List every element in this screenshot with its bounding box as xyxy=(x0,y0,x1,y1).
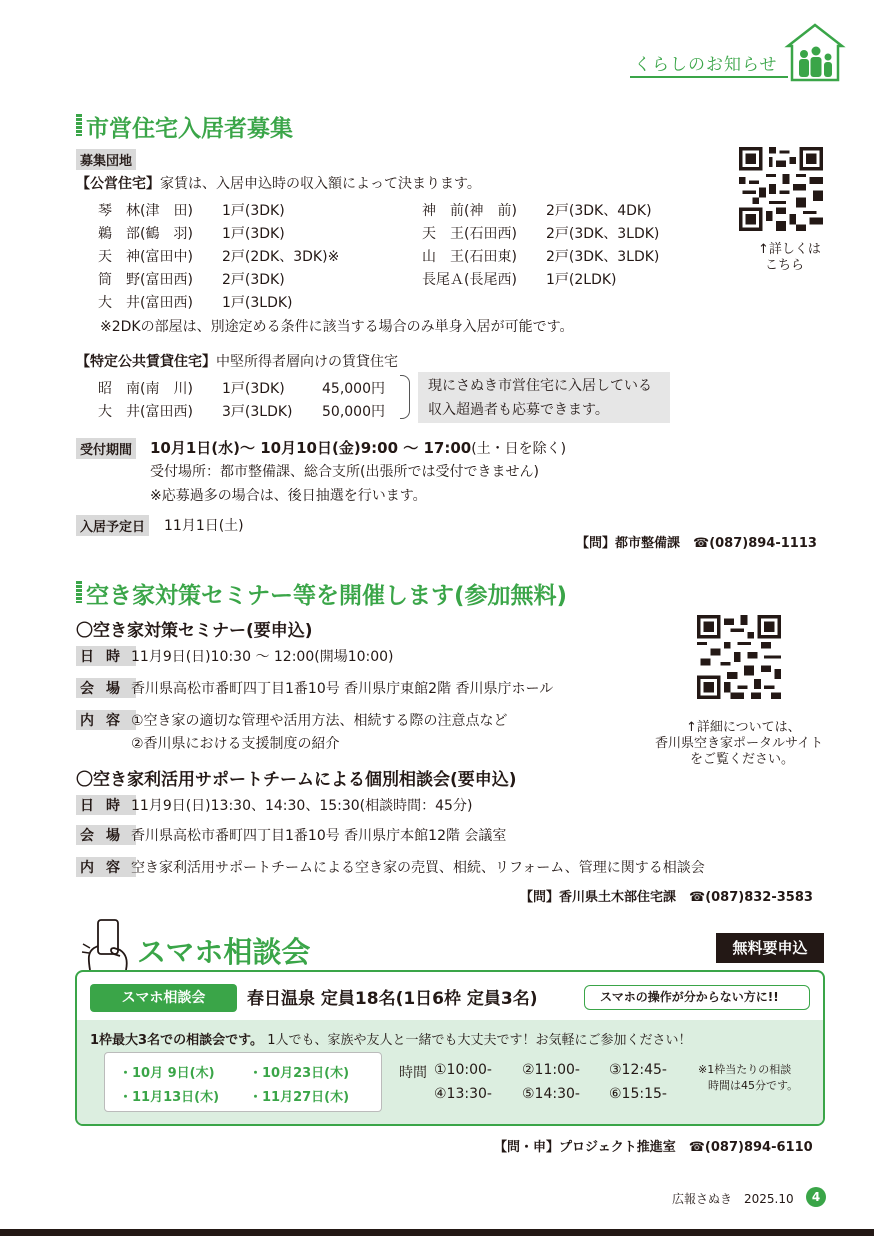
vacant-section-title: 空き家対策セミナー等を開催します(参加無料) xyxy=(86,583,568,609)
unit-area: (津 田) xyxy=(140,203,193,219)
unit-units: 2戸(3DK、3LDK) xyxy=(546,226,660,242)
consult-date: 11月9日(日)13:30、14:30、15:30(相談時間：45分) xyxy=(131,798,473,814)
seminar-date: 11月9日(日)10:30 ～ 12:00(開場10:00) xyxy=(131,649,394,665)
unit-name: 天 神 xyxy=(98,249,140,265)
special-housing-line xyxy=(76,351,398,371)
unit-area: (石田東) xyxy=(464,249,517,265)
time-slot: ④13:30- xyxy=(434,1086,492,1102)
unit-name: 筒 野 xyxy=(98,272,140,288)
intro-bold: 1枠最大3名での相談会です。 xyxy=(90,1033,264,1048)
date-item: ・10月23日(木) xyxy=(249,1066,350,1081)
date-item: ・10月 9日(木) xyxy=(119,1066,215,1081)
special-note-line-2: 収入超過者も応募できます。 xyxy=(428,402,609,418)
unit-area: (鶴 羽) xyxy=(140,226,193,242)
unit-area: (長尾西) xyxy=(464,272,517,288)
unit-rent: 45,000円 xyxy=(322,381,385,397)
smartphone-callout: スマホの操作が分からない方に!! xyxy=(584,985,810,1010)
consult-date-label: 日時 xyxy=(76,795,136,815)
slot-note xyxy=(698,1062,798,1094)
section-title-marker xyxy=(76,114,82,136)
time-label: 時間 xyxy=(399,1065,427,1081)
unit-units: 1戸(3LDK) xyxy=(222,295,293,311)
time-slot: ⑤14:30- xyxy=(522,1086,580,1102)
unit-area: (富田西) xyxy=(140,404,193,420)
section-title-marker xyxy=(76,581,82,603)
unit-area: (富田西) xyxy=(140,295,193,311)
consult-place: 香川県高松市番町四丁目1番10号 香川県庁本館12階 会議室 xyxy=(131,828,507,844)
slot-note-2: 時間は45分です。 xyxy=(708,1079,799,1092)
seminar-content-label: 内容 xyxy=(76,710,136,730)
seminar-title: 〇空き家対策セミナー(要申込) xyxy=(76,621,313,641)
unit-name: 大 井 xyxy=(98,295,140,311)
unit-name: 長尾Ａ xyxy=(422,272,464,288)
time-slot: ②11:00- xyxy=(522,1062,580,1078)
unit-units: 3戸(3LDK) xyxy=(222,404,293,420)
brace-icon xyxy=(400,375,410,419)
qr2-caption-3: をご覧ください。 xyxy=(690,752,795,767)
slot-note-1: ※1枠当たりの相談 xyxy=(698,1063,792,1076)
qr-caption-2: こちら xyxy=(765,258,805,273)
consult-content: 空き家利活用サポートチームによる空き家の売買、相続、リフォーム、管理に関する相談会 xyxy=(131,860,705,876)
qr2-caption-1: ↑詳細については、 xyxy=(686,720,801,735)
vacant-contact: 【問】香川県土木部住宅課 ☎(087)832-3583 xyxy=(520,890,813,905)
footer-bar xyxy=(0,1229,874,1236)
unit-units: 1戸(2LDK) xyxy=(546,272,617,288)
period-line xyxy=(150,437,566,458)
movein-date: 11月1日(土) xyxy=(164,518,244,534)
public-housing-desc: 家賃は、入居申込時の収入額によって決まります。 xyxy=(160,176,481,192)
unit-rent: 50,000円 xyxy=(322,404,385,420)
smartphone-contact: 【問・申】プロジェクト推進室 ☎(087)894-6110 xyxy=(494,1140,813,1155)
unit-units: 2戸(3DK、4DK) xyxy=(546,203,652,219)
page-number: 4 xyxy=(806,1187,826,1207)
unit-units: 1戸(3DK) xyxy=(222,226,285,242)
seminar-place: 香川県高松市番町四丁目1番10号 香川県庁東館2階 香川県庁ホール xyxy=(131,681,554,697)
time-slot: ③12:45- xyxy=(609,1062,667,1078)
unit-area: (南 川) xyxy=(140,381,193,397)
estates-tag: 募集団地 xyxy=(76,149,136,170)
free-badge: 無料要申込 xyxy=(716,933,824,963)
time-slot: ①10:00- xyxy=(434,1062,492,1078)
period-sub: (土・日を除く) xyxy=(471,441,567,457)
special-note-line-1: 現にさぬき市営住宅に入居している xyxy=(428,378,652,394)
unit-units: 2戸(2DK、3DK)※ xyxy=(222,249,340,265)
qr-code-icon xyxy=(739,147,823,231)
qr-code-icon xyxy=(697,615,781,699)
reception-place: 受付場所：都市整備課、総合支所(出張所では受付できません) xyxy=(150,464,539,480)
consult-title: 〇空き家利活用サポートチームによる個別相談会(要申込) xyxy=(76,770,517,790)
intro-rest: 1人でも、家族や友人と一緒でも大丈夫です！お気軽にご参加ください！ xyxy=(267,1033,692,1048)
unit-name: 鵜 部 xyxy=(98,226,140,242)
publication-name: 広報さぬき 2025.10 xyxy=(672,1192,794,1206)
consult-place-label: 会場 xyxy=(76,825,136,845)
housing-contact: 【問】都市整備課 ☎(087)894-1113 xyxy=(576,536,817,551)
public-housing-label: 【公営住宅】 xyxy=(76,176,160,192)
period-tag: 受付期間 xyxy=(76,438,136,459)
unit-name: 天 王 xyxy=(422,226,464,242)
unit-units: 2戸(3DK) xyxy=(222,272,285,288)
unit-name: 神 前 xyxy=(422,203,464,219)
time-slot: ⑥15:15- xyxy=(609,1086,667,1102)
seminar-content-2: ②香川県における支援制度の紹介 xyxy=(131,736,340,752)
period-text: 10月1日(水)～ 10月10日(金)9:00 ～ 17:00 xyxy=(150,439,472,457)
movein-tag: 入居予定日 xyxy=(76,515,149,536)
seminar-date-label: 日時 xyxy=(76,646,136,666)
date-item: ・11月27日(木) xyxy=(249,1090,350,1105)
seminar-content-1: ①空き家の適切な管理や活用方法、相続する際の注意点など xyxy=(131,713,508,729)
smartphone-intro xyxy=(90,1029,691,1048)
unit-area: (富田西) xyxy=(140,272,193,288)
dates-box xyxy=(104,1052,382,1112)
smartphone-hand-icon xyxy=(80,918,136,972)
seminar-place-label: 会場 xyxy=(76,678,136,698)
unit-area: (神 前) xyxy=(464,203,517,219)
qr-caption-1: ↑詳しくは xyxy=(758,242,821,257)
smartphone-label: スマホ相談会 xyxy=(90,984,237,1012)
lottery-note: ※応募過多の場合は、後日抽選を行います。 xyxy=(150,488,427,504)
date-item: ・11月13日(木) xyxy=(119,1090,220,1105)
unit-name: 琴 林 xyxy=(98,203,140,219)
unit-units: 2戸(3DK、3LDK) xyxy=(546,249,660,265)
smartphone-title: スマホ相談会 xyxy=(137,935,311,969)
consult-content-label: 内容 xyxy=(76,857,136,877)
2dk-note: ※2DKの部屋は、別途定める条件に該当する場合のみ単身入居が可能です。 xyxy=(100,319,574,335)
family-house-icon xyxy=(784,22,846,82)
special-note-box xyxy=(418,372,670,423)
unit-area: (石田西) xyxy=(464,226,517,242)
special-housing-desc: 中堅所得者層向けの賃貸住宅 xyxy=(216,354,398,370)
special-housing-label: 【特定公共賃貸住宅】 xyxy=(76,354,216,370)
unit-units: 1戸(3DK) xyxy=(222,381,285,397)
smartphone-venue: 春日温泉 定員18名(1日6枠 定員3名) xyxy=(247,989,538,1009)
header-underline xyxy=(630,76,788,78)
unit-name: 大 井 xyxy=(98,404,140,420)
category-label: くらしのお知らせ xyxy=(634,55,778,75)
unit-name: 山 王 xyxy=(422,249,464,265)
housing-section-title: 市営住宅入居者募集 xyxy=(86,116,293,142)
public-housing-line xyxy=(76,173,481,193)
unit-name: 昭 南 xyxy=(98,381,140,397)
unit-units: 1戸(3DK) xyxy=(222,203,285,219)
unit-area: (富田中) xyxy=(140,249,193,265)
qr2-caption-2: 香川県空き家ポータルサイト xyxy=(655,736,824,751)
